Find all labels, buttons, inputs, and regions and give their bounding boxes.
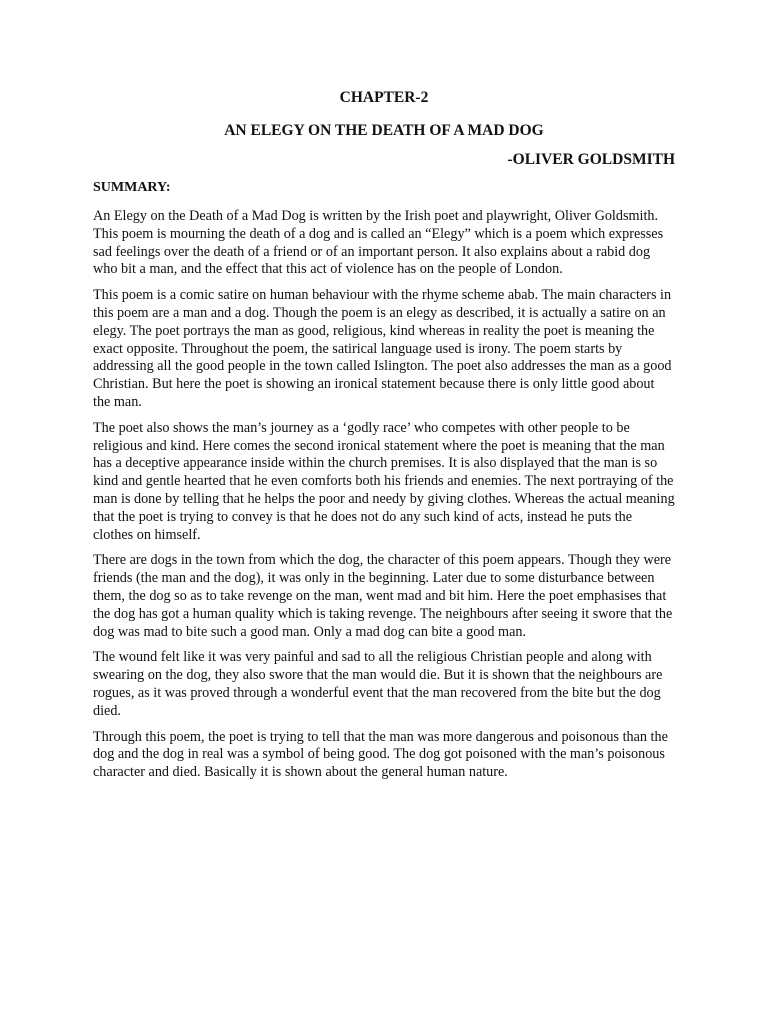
summary-body [93, 208, 675, 790]
paragraph: There are dogs in the town from which the dog, the character of this poem appears. Though they were friends (the man and the dog), it was only in the beginning. Later due to some disturbance between them, the dog so as to take revenge on the man, went mad and bit him. Here the poet emphasises that the dog has got a human quality which is taking revenge. The neighbours after seeing it swore that the dog was mad to bite such a good man. Only a mad dog can bite a good man. [93, 552, 673, 640]
paragraph: An Elegy on the Death of a Mad Dog is written by the Irish poet and playwright, Oliver Goldsmith. This poem is mourning the death of a dog and is called an “Elegy” which is a poem which expresses sad feelings over the death of a friend or of an important person. It also explains about a rabid dog who bit a man, and the effect that this act of violence has on the people of London. [93, 208, 664, 278]
paragraph: The poet also shows the man’s journey as a ‘godly race’ who competes with other people to be religious and kind. Here comes the second ironical statement where the poet is meaning that the man has a deceptive appearance inside within the church premises. It is also displayed that the man is so kind and gentle hearted that he even comforts both his friends and enemies. The next portraying of the man is done by telling that he helps the poor and needy by giving clothes. Whereas the actual meaning that the poet is trying to convey is that he does not do any such kind of acts, instead he puts the clothes on himself. [93, 419, 675, 543]
paragraph: The wound felt like it was very painful and sad to all the religious Christian people and along with swearing on the dog, they also swore that the man would die. But it is shown that the neighbours are rogues, as it was proved through a wonderful event that the man recovered from the bite but the dog died. [93, 649, 663, 719]
paragraph: This poem is a comic satire on human behaviour with the rhyme scheme abab. The main characters in this poem are a man and a dog. Though the poem is an elegy as described, it is actually a satire on an elegy. The poet portrays the man as good, religious, kind whereas in reality the poet is meaning the exact opposite. Throughout the poem, the satirical language used is irony. The poem starts by addressing all the good people in the town called Islington. The poet also addresses the man as a good Christian. But here the poet is showing an ironical statement because there is only little good about the man. [93, 287, 672, 410]
author-name: -OLIVER GOLDSMITH [507, 151, 675, 168]
poem-title: AN ELEGY ON THE DEATH OF A MAD DOG [224, 122, 544, 139]
chapter-heading: CHAPTER-2 [339, 89, 429, 106]
document-page [93, 0, 675, 1024]
paragraph: Through this poem, the poet is trying to tell that the man was more dangerous and poisonous than the dog and the dog in real was a symbol of being good. The dog got poisoned with the man’s poisonous character and died. Basically it is shown about the general human nature. [93, 728, 668, 781]
summary-heading: SUMMARY: [93, 180, 171, 195]
